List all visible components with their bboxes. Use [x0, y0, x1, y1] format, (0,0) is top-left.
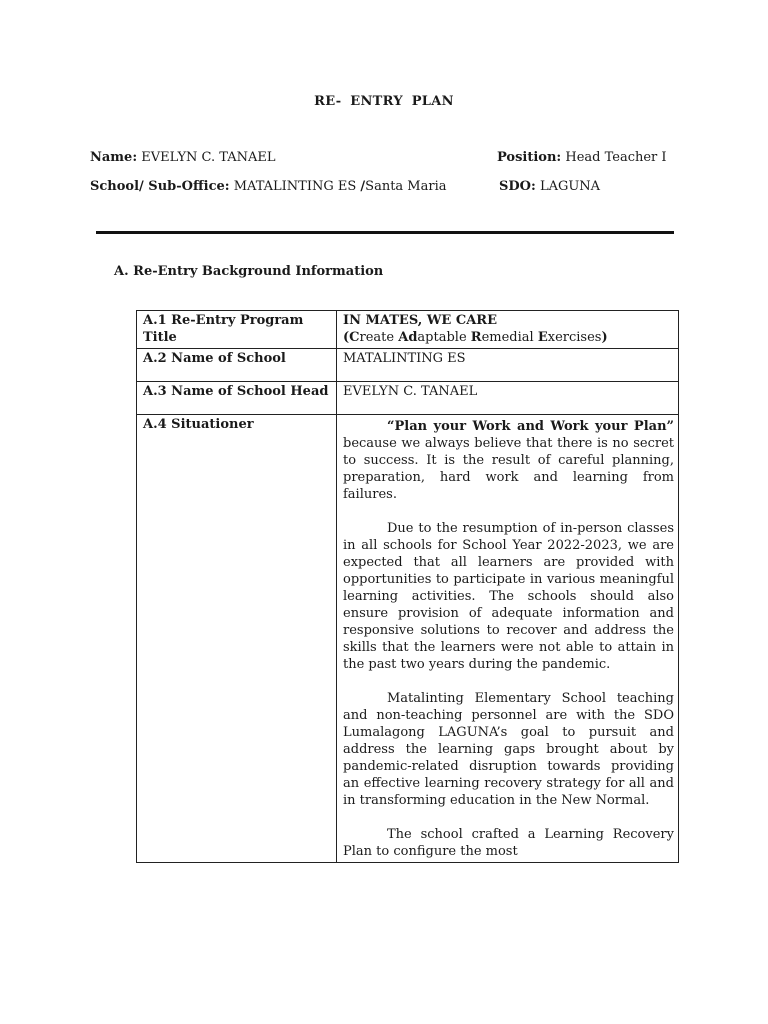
- situationer-paragraph: The school crafted a Learning Recovery Plan to configure the most: [343, 827, 674, 859]
- situationer-paragraph: “Plan your Work and Work your Plan” because we always believe that there is no secret to success. It is the result of careful planning, preparation, hard work and learning from failures.: [343, 419, 674, 502]
- school-line: [90, 179, 447, 194]
- a4-label: A.4 Situationer: [137, 415, 337, 863]
- a2-label: A.2 Name of School: [137, 349, 337, 382]
- sdo-label: SDO:: [499, 179, 536, 194]
- a1-label: A.1 Re-Entry Program Title: [137, 311, 337, 349]
- school-value: MATALINTING ES: [233, 179, 357, 194]
- position-label: Position:: [497, 150, 562, 165]
- a2-value: MATALINTING ES: [337, 349, 679, 382]
- table-row: [137, 349, 679, 382]
- name-line: [90, 150, 276, 165]
- sdo-value: LAGUNA: [539, 179, 601, 194]
- table-row: [137, 382, 679, 415]
- background-info-table: [136, 310, 679, 863]
- name-label: Name:: [90, 150, 138, 165]
- situationer-paragraph: Matalinting Elementary School teaching and non-teaching personnel are with the SDO Lumalagong LAGUNA’s goal to pursuit and address the learning gaps brought about by pandemic-related disruption towards providing an effective learning recovery strategy for all and in transforming education in the New Normal.: [343, 691, 674, 808]
- a1-value: [337, 311, 679, 349]
- situationer-paragraph: Due to the resumption of in-person classes in all schools for School Year 2022-2023, we are expected that all learners are provided with opportunities to participate in various meaningful learning activities. The schools should also ensure provision of adequate information and responsive solutions to recover and address the skills that the learners were not able to attain in the past two years during the pandemic.: [343, 521, 674, 672]
- a4-value: [337, 415, 679, 863]
- name-value: EVELYN C. TANAEL: [141, 150, 276, 165]
- position-value: Head Teacher I: [565, 150, 667, 165]
- sdo-line: [499, 179, 600, 194]
- program-title: IN MATES, WE CARE: [343, 313, 497, 328]
- section-a-heading: A. Re-Entry Background Information: [114, 264, 384, 279]
- school-separator: /: [360, 179, 366, 194]
- school-label: School/ Sub-Office:: [90, 179, 230, 194]
- position-line: [497, 150, 667, 165]
- table-row: [137, 415, 679, 863]
- situationer-quote: “Plan your Work and Work your Plan”: [387, 419, 674, 434]
- table-row: [137, 311, 679, 349]
- school-sub-office: Santa Maria: [365, 179, 447, 194]
- a3-label: A.3 Name of School Head: [137, 382, 337, 415]
- a3-value: EVELYN C. TANAEL: [337, 382, 679, 415]
- program-acronym: (Create Adaptable Remedial Exercises): [343, 330, 608, 345]
- document-title: RE- ENTRY PLAN: [314, 94, 454, 109]
- horizontal-rule: [96, 231, 674, 234]
